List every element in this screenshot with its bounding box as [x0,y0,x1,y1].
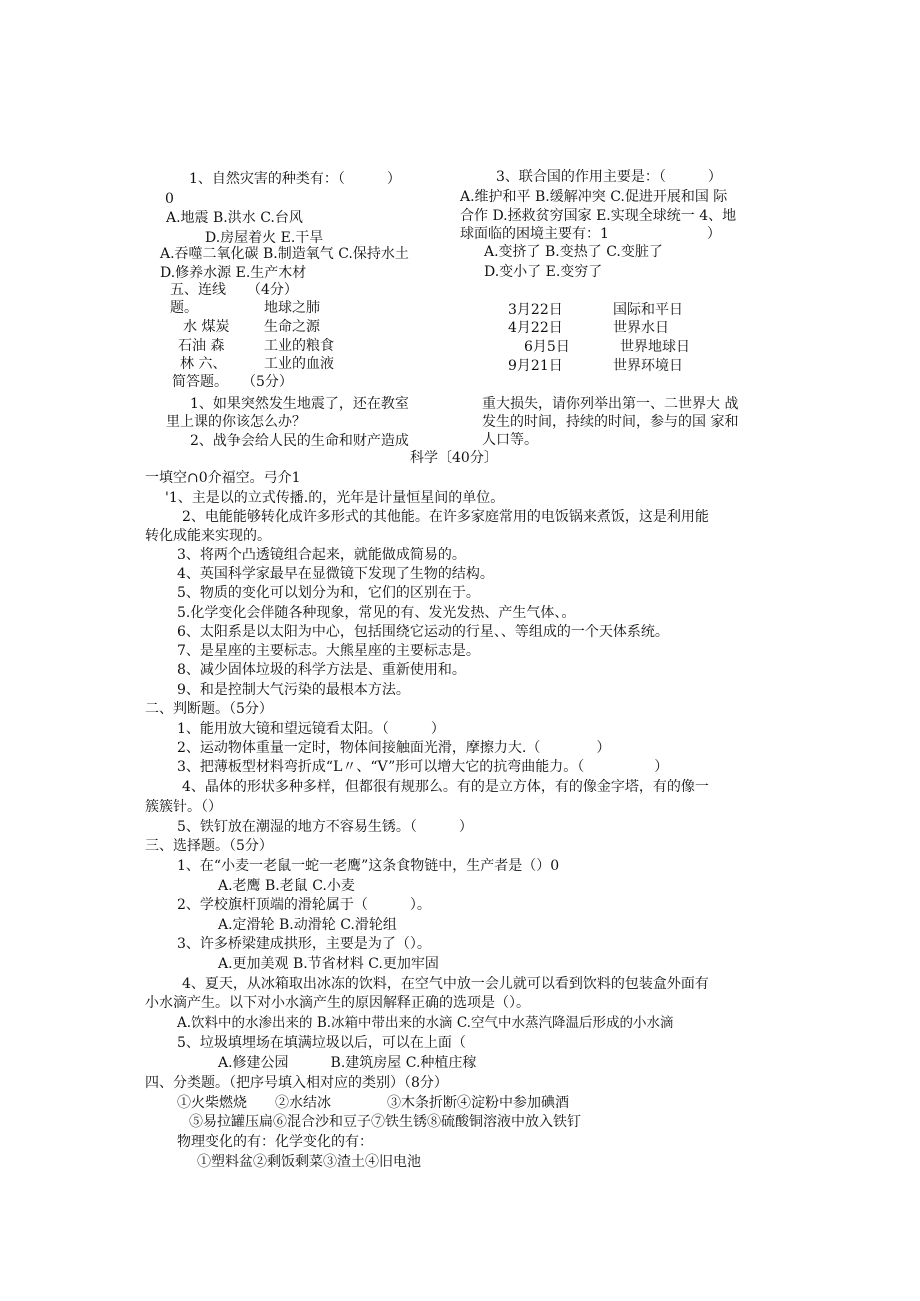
date-item: 6月5日 [524,339,570,355]
judge-item: 4、晶体的形状多种多样，但都很有规那么。有的是立方体，有的像金字塔，有的像一 [182,779,709,795]
match-right-item: 工业的粮食 [264,338,334,354]
match-right-item: 地球之肺 [264,300,320,316]
date-item: 4月22日 [508,320,563,336]
short-answer-1-line1: 1、如果突然发生地震了，还在教室 [190,396,409,412]
date-item: 9月21日 [508,358,563,374]
fill-item: 9、和是控制大气污染的最根本方法。 [177,682,410,698]
science-title: 科学〔40分〕 [410,450,498,466]
judge-item: 3、把薄板型材料弯折成“L〃、“V”形可以增大它的抗弯曲能力。（ ） [177,759,669,775]
match-right-item: 工业的血液 [264,356,334,372]
q3-title: 3、联合国的作用主要是：（ ） [496,169,722,185]
day-item: 世界地球日 [620,339,690,355]
fill-item: 4、英国科学家最早在显微镜下发现了生物的结构。 [177,566,494,582]
fill-item: 2、电能能够转化成许多形式的其他能。在许多家庭常用的电饭锅来煮饭，这是利用能 [182,509,709,525]
choice-options: A.定滑轮 B.动滑轮 C.滑轮组 [218,917,397,933]
choice-item: 小水滴产生。以下对小水滴产生的原因解释正确的选项是（）。 [145,995,530,1011]
fill-item: 3、将两个凸透镜组合起来，就能做成简易的。 [177,547,466,563]
short-answer-2-line1-right: 重大损失，请你列举出第一、二世界大 战 [482,396,739,412]
judge-item: 1、能用放大镜和望远镜看太阳。（ ） [177,721,445,737]
short-answer-2-line3-right: 人口等。 [482,432,538,448]
q3-line1: A.维护和平 B.缓解冲突 C.促进开展和国 际 [460,189,728,205]
choice-item: 4、夏天，从冰箱取出冰冻的饮料，在空气中放一会儿就可以看到饮料的包装盒外面有 [182,976,709,992]
q4-line: 球面临的困境主要有：1 ） [460,226,721,242]
match-left-item: 林 六、 [180,356,227,372]
classify-item: ⑤易拉罐压扁⑥混合沙和豆子⑦铁生锈⑧硫酸铜溶液中放入铁钉 [189,1114,581,1130]
q4-options-b: D.变小了 E.变穷了 [484,264,603,280]
choice-item: 1、在“小麦一老鼠一蛇一老鹰”这条食物链中，生产者是（）0 [177,858,560,874]
match-left-item: 石油 森 [178,338,225,354]
fill-item: 5.化学变化会伴随各种现象，常见的有、发光发热、产生气体、。 [177,605,576,621]
choice-item: 5、垃圾填埋场在填满垃圾以后，可以在上面（ [177,1035,466,1051]
choice-options: A.修建公园 B.建筑房屋 C.种植庄稼 [218,1055,477,1071]
choice-options: A.饮料中的水渗出来的 B.冰箱中带出来的水滴 C.空气中水蒸汽降温后形成的小水滴 [177,1015,674,1031]
q2-options-b: D.修养水源 E.生产木材 [160,265,307,281]
classify-item: ①火柴燃烧 ②水结冰 ③木条折断④淀粉中参加碘酒 [177,1095,569,1111]
match-right-item: 生命之源 [264,319,320,335]
q1-zero: 0 [165,191,174,207]
classify-item: 物理变化的有：化学变化的有： [177,1134,373,1150]
fill-item: 8、减少固体垃圾的科学方法是、重新使用和。 [177,662,466,678]
fill-item: 6、太阳系是以太阳为中心，包括围绕它运动的行星、、等组成的一个天体系统。 [177,624,669,640]
judge-item: 2、运动物体重量一定时，物体间接触面光滑，摩擦力大.（ ） [177,740,611,756]
q1-title: 1、自然灾害的种类有：（ ） [189,171,401,187]
q1-options-b: D.房屋着火 E.干旱 [205,230,324,246]
day-item: 世界水日 [613,320,669,336]
choice-options: A.老鹰 B.老鼠 C.小麦 [218,878,355,894]
choice-options: A.更加美观 B.节省材料 C.更加牢固 [218,956,439,972]
short-answer-2-line1: 2、战争会给人民的生命和财产造成 [190,433,409,449]
fill-item: 5、物质的变化可以划分为和，它们的区别在于。 [177,585,480,601]
judge-item: 5、铁钉放在潮湿的地方不容易生锈。（ ） [177,819,473,835]
section5-cont: 题。 [170,300,198,316]
q1-options-a: A.地震 B.洪水 C.台风 [166,210,303,226]
fill-item: 转化成能来实现的。 [145,528,271,544]
fill-section-title: 一填空∩0介福空。弓介1 [145,470,301,486]
q2-options-a: A.吞噬二氧化碳 B.制造氧气 C.保持水土 [160,246,409,262]
q4-options-a: A.变挤了 B.变热了 C.变脏了 [484,244,663,260]
day-item: 世界环境日 [613,358,683,374]
judge-section-title: 二、判断题。（5分） [145,701,273,717]
fill-item: 7、是星座的主要标志。大熊星座的主要标志是。 [177,643,480,659]
choice-item: 3、许多桥梁建成拱形，主要是为了（）。 [177,936,431,952]
classify-section-title: 四、分类题。（把序号填入相对应的类别）（8分） [145,1075,448,1091]
match-left-item: 水 煤炭 [183,319,230,335]
short-answer-title: 简答题。 （5分） [172,374,293,390]
choice-section-title: 三、选择题。（5分） [145,838,273,854]
classify-item: ①塑料盆②剩饭剩菜③渣土④旧电池 [197,1154,421,1170]
q3-line2: 合作 D.拯救贫穷国家 E.实现全球统一 4、地 [460,208,737,224]
choice-item: 2、学校旗杆顶端的滑轮属于（ ）。 [177,897,431,913]
short-answer-1-line2: 里上课的你该怎么办？ [166,414,306,430]
fill-item: '1、主是以的立式传播.的，光年是计量恒星间的单位。 [165,490,505,506]
short-answer-2-line2-right: 发生的时间，持续的时间，参与的国 家和 [482,414,739,430]
date-item: 3月22日 [508,302,563,318]
section5-title: 五、连线 （4分） [170,282,298,298]
judge-item: 簇簇针。（） [145,799,222,815]
day-item: 国际和平日 [613,302,683,318]
